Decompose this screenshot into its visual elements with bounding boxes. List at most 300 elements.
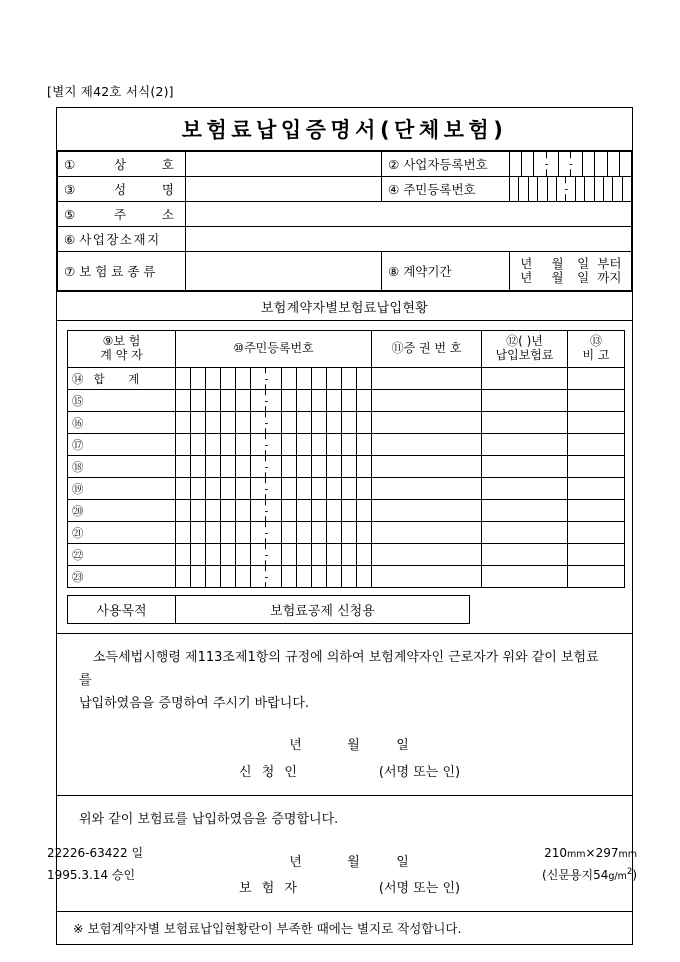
label-cell-contract-period — [382, 252, 510, 291]
row9-rrn-cell-9[interactable] — [297, 544, 312, 565]
col-header-policyholder-line2: 계 약 자 — [100, 348, 143, 362]
field-label-trade-name-b: 호 — [161, 157, 175, 172]
row10-rrn-cell-5[interactable] — [236, 566, 251, 587]
paper-type-label: (신문용지 — [542, 868, 594, 883]
paper-height: 297 — [595, 846, 619, 860]
row1-rrn-cell-12[interactable] — [342, 368, 357, 389]
row-policyholder-8[interactable] — [68, 522, 176, 544]
row-policyholder-5[interactable] — [68, 456, 176, 478]
row-policyholder-10[interactable] — [68, 566, 176, 588]
row2-rrn-cell-3[interactable] — [206, 390, 221, 411]
row4-rrn-cell-1[interactable] — [176, 434, 191, 455]
rrn-cell-2[interactable] — [519, 177, 528, 201]
certify-statement-line1: 위와 같이 보험료를 납입하였음을 증명합니다. — [79, 811, 339, 827]
row7-rrn-cell-8[interactable] — [282, 500, 297, 521]
row6-rrn-cell-3[interactable] — [206, 478, 221, 499]
row9-rrn-cell-13[interactable] — [357, 544, 371, 565]
row2-rrn-cell-5[interactable] — [236, 390, 251, 411]
row4-rrn-cell-8[interactable] — [282, 434, 297, 455]
row3-rrn-cell-9[interactable] — [297, 412, 312, 433]
request-date-line — [79, 735, 610, 758]
label-cell-name — [58, 177, 186, 202]
row-rrn-segments-2[interactable] — [176, 390, 371, 411]
page-footer — [47, 842, 637, 886]
row5-rrn-cell-8[interactable] — [282, 456, 297, 477]
header-field-table — [57, 151, 632, 291]
row-rrn-segments-9[interactable] — [176, 544, 371, 565]
footer-approval-date: 1995.3.14 승인 — [47, 868, 136, 883]
row2-rrn-cell-8[interactable] — [282, 390, 297, 411]
rrn-cell-12[interactable] — [613, 177, 622, 201]
row-policy-no-3[interactable] — [372, 412, 482, 434]
row1-rrn-cell-10[interactable] — [312, 368, 327, 389]
certify-date-day: 일 — [396, 854, 409, 870]
row-remark-3[interactable] — [568, 412, 625, 434]
request-statement-block — [57, 633, 632, 795]
row-number-3: ⑯ — [72, 415, 84, 430]
detail-table-wrapper — [57, 321, 632, 588]
row-policy-no-7[interactable] — [372, 500, 482, 522]
row5-rrn-cell-13[interactable] — [357, 456, 371, 477]
row-remark-7[interactable] — [568, 500, 625, 522]
row9-rrn-cell-1[interactable] — [176, 544, 191, 565]
row7-rrn-cell-3[interactable] — [206, 500, 221, 521]
col-header-remark-text: 비 고 — [582, 348, 610, 362]
row2-rrn-cell-12[interactable] — [342, 390, 357, 411]
row3-rrn-cell-11[interactable] — [327, 412, 342, 433]
rrn-segments[interactable] — [510, 177, 631, 201]
purpose-value[interactable]: 보험료공제 신청용 — [176, 596, 470, 624]
row-number-2: ⑮ — [72, 393, 84, 408]
row-policyholder-1[interactable] — [68, 368, 176, 390]
row5-rrn-cell-6[interactable] — [251, 456, 266, 477]
field-label-workplace: 사업장소재지 — [79, 232, 161, 247]
request-date-month: 월 — [347, 738, 360, 754]
rrn-cell-9[interactable] — [585, 177, 594, 201]
row2-rrn-cell-13[interactable] — [357, 390, 371, 411]
row-rrn-3[interactable] — [176, 412, 372, 434]
field-number-3: ③ — [64, 181, 76, 197]
row-policy-no-4[interactable] — [372, 434, 482, 456]
row5-rrn-cell-5[interactable] — [236, 456, 251, 477]
request-date-day: 일 — [396, 738, 409, 754]
row-premium-7[interactable] — [482, 500, 568, 522]
biz-reg-no-cell-8[interactable] — [595, 152, 607, 176]
row-number-7: ⑳ — [72, 503, 84, 518]
field-number-7: ⑦ — [64, 264, 76, 279]
row-premium-10[interactable] — [482, 566, 568, 588]
certify-date-month: 월 — [347, 854, 360, 870]
row9-rrn-cell-8[interactable] — [282, 544, 297, 565]
row8-rrn-cell-2[interactable] — [191, 522, 206, 543]
row4-rrn-cell-6[interactable] — [251, 434, 266, 455]
row5-rrn-cell-3[interactable] — [206, 456, 221, 477]
row7-rrn-cell-13[interactable] — [357, 500, 371, 521]
row-rrn-segments-6[interactable] — [176, 478, 371, 499]
input-address[interactable] — [186, 202, 632, 227]
table-row — [68, 434, 625, 456]
row-rrn-2[interactable] — [176, 390, 372, 412]
row1-rrn-cell-3[interactable] — [206, 368, 221, 389]
header-row-trade-name — [58, 152, 632, 177]
table-row — [68, 456, 625, 478]
row4-rrn-cell-9[interactable] — [297, 434, 312, 455]
footer-form-code: 22226-63422 일 — [47, 846, 144, 860]
period-to-suffix: 까지 — [597, 270, 622, 285]
row2-rrn-cell-1[interactable] — [176, 390, 191, 411]
rrn-cell-8[interactable] — [576, 177, 585, 201]
input-workplace[interactable] — [186, 227, 632, 252]
row-rrn-segments-7[interactable] — [176, 500, 371, 521]
label-cell-trade-name — [58, 152, 186, 177]
row4-rrn-cell-12[interactable] — [342, 434, 357, 455]
row-number-1: ⑭ — [72, 371, 84, 386]
input-name[interactable] — [186, 177, 382, 202]
row5-rrn-cell-10[interactable] — [312, 456, 327, 477]
period-to-month: 월 — [551, 270, 564, 285]
row10-rrn-cell-6[interactable] — [251, 566, 266, 587]
row9-rrn-cell-12[interactable] — [342, 544, 357, 565]
row3-rrn-cell-6[interactable] — [251, 412, 266, 433]
row9-rrn-cell-11[interactable] — [327, 544, 342, 565]
row6-rrn-cell-4[interactable] — [221, 478, 236, 499]
biz-reg-no-cell-10[interactable] — [620, 152, 631, 176]
row-rrn-10[interactable] — [176, 566, 372, 588]
row-rrn-segments-3[interactable] — [176, 412, 371, 433]
rrn-cell-13[interactable] — [623, 177, 631, 201]
row1-rrn-cell-4[interactable] — [221, 368, 236, 389]
row-policyholder-7[interactable] — [68, 500, 176, 522]
request-signature-line — [79, 762, 610, 785]
row-number-9: ㉒ — [72, 547, 84, 562]
table-row — [68, 500, 625, 522]
header-row-workplace — [58, 227, 632, 252]
row-rrn-segments-1[interactable] — [176, 368, 371, 389]
row4-rrn-cell-2[interactable] — [191, 434, 206, 455]
row1-rrn-cell-1[interactable] — [176, 368, 191, 389]
paper-area-exponent: 2 — [626, 867, 633, 878]
certify-seal-text: (서명 또는 인) — [378, 881, 461, 897]
request-statement-line1: 소득세법시행령 제113조제1항의 규정에 의하여 보험계약자인 근로자가 위와 같이 보험료를 — [79, 650, 599, 688]
row8-rrn-cell-11[interactable] — [327, 522, 342, 543]
biz-reg-no-cell-1[interactable] — [510, 152, 522, 176]
row8-rrn-cell-3[interactable] — [206, 522, 221, 543]
row1-rrn-cell-11[interactable] — [327, 368, 342, 389]
col-header-policy-no — [372, 331, 482, 368]
row7-rrn-cell-6[interactable] — [251, 500, 266, 521]
paper-type-close: ) — [632, 868, 637, 883]
row-rrn-segments-8[interactable] — [176, 522, 371, 543]
row-policy-no-2[interactable] — [372, 390, 482, 412]
row-remark-8[interactable] — [568, 522, 625, 544]
row-policyholder-4[interactable] — [68, 434, 176, 456]
row4-rrn-cell-10[interactable] — [312, 434, 327, 455]
period-from-day: 일 — [577, 256, 590, 271]
field-label-address-b: 소 — [161, 207, 175, 222]
field-number-6: ⑥ — [64, 232, 76, 247]
certify-signer-label: 보 험 자 — [239, 881, 300, 897]
paper-width-unit: mm — [567, 849, 586, 860]
row8-rrn-cell-5[interactable] — [236, 522, 251, 543]
paper-area-unit: m — [617, 871, 627, 883]
input-contract-period[interactable] — [510, 252, 632, 291]
col-number-9: ⑨ — [102, 334, 114, 349]
field-label-address-a: 주 — [114, 207, 128, 222]
row5-rrn-cell-4[interactable] — [221, 456, 236, 477]
col-header-premium-paid — [482, 331, 568, 368]
row5-rrn-cell-12[interactable] — [342, 456, 357, 477]
rrn-cell-3[interactable] — [529, 177, 538, 201]
field-label-name-a: 성 — [114, 182, 128, 197]
request-seal-text: (서명 또는 인) — [378, 765, 461, 780]
row-premium-9[interactable] — [482, 544, 568, 566]
row-rrn-6[interactable] — [176, 478, 372, 500]
row5-rrn-cell-9[interactable] — [297, 456, 312, 477]
label-cell-biz-reg-no — [382, 152, 510, 177]
row10-rrn-cell-8[interactable] — [282, 566, 297, 587]
row7-rrn-cell-1[interactable] — [176, 500, 191, 521]
row-policyholder-6[interactable] — [68, 478, 176, 500]
field-label-trade-name-a: 상 — [114, 157, 128, 172]
row1-rrn-cell-8[interactable] — [282, 368, 297, 389]
col-number-12: ⑫ — [506, 334, 519, 349]
row-policy-no-1[interactable] — [372, 368, 482, 390]
row10-rrn-cell-2[interactable] — [191, 566, 206, 587]
form-number-tag: [별지 제42호 서식(2)] — [47, 84, 174, 99]
row2-rrn-cell-9[interactable] — [297, 390, 312, 411]
row5-rrn-cell-1[interactable] — [176, 456, 191, 477]
row2-rrn-cell-11[interactable] — [327, 390, 342, 411]
row4-rrn-cell-3[interactable] — [206, 434, 221, 455]
row2-rrn-cell-4[interactable] — [221, 390, 236, 411]
row4-rrn-cell-4[interactable] — [221, 434, 236, 455]
row1-rrn-cell-9[interactable] — [297, 368, 312, 389]
period-to-year: 년 — [520, 270, 533, 285]
row6-rrn-cell-10[interactable] — [312, 478, 327, 499]
biz-reg-no-cell-7[interactable] — [583, 152, 595, 176]
purpose-table — [67, 595, 470, 624]
row-premium-3[interactable] — [482, 412, 568, 434]
rrn-cell-11[interactable] — [604, 177, 613, 201]
row-rrn-segments-5[interactable] — [176, 456, 371, 477]
table-row — [68, 478, 625, 500]
row-rrn-1[interactable] — [176, 368, 372, 390]
row-premium-5[interactable] — [482, 456, 568, 478]
row6-rrn-cell-6[interactable] — [251, 478, 266, 499]
row7-rrn-cell-2[interactable] — [191, 500, 206, 521]
row2-rrn-cell-10[interactable] — [312, 390, 327, 411]
row1-rrn-cell-13[interactable] — [357, 368, 371, 389]
rrn-cell-1[interactable] — [510, 177, 519, 201]
rrn-cell-5[interactable] — [548, 177, 557, 201]
certify-date-year: 년 — [289, 854, 302, 870]
biz-reg-no-cell-9[interactable] — [608, 152, 620, 176]
row8-rrn-cell-13[interactable] — [357, 522, 371, 543]
row7-rrn-cell-9[interactable] — [297, 500, 312, 521]
row6-rrn-cell-9[interactable] — [297, 478, 312, 499]
row-rrn-segments-10[interactable] — [176, 566, 371, 587]
row10-rrn-cell-13[interactable] — [357, 566, 371, 587]
biz-reg-no-cell-3[interactable] — [534, 152, 546, 176]
biz-reg-no-segments[interactable] — [510, 152, 631, 176]
row4-rrn-cell-11[interactable] — [327, 434, 342, 455]
row-remark-10[interactable] — [568, 566, 625, 588]
biz-reg-no-cell-5[interactable] — [559, 152, 571, 176]
input-premium-type[interactable] — [186, 252, 382, 291]
row3-rrn-cell-2[interactable] — [191, 412, 206, 433]
row9-rrn-cell-2[interactable] — [191, 544, 206, 565]
row1-rrn-cell-5[interactable] — [236, 368, 251, 389]
row7-rrn-cell-11[interactable] — [327, 500, 342, 521]
field-number-1: ① — [64, 156, 76, 172]
row-policyholder-2[interactable] — [68, 390, 176, 412]
col-header-policyholder — [68, 331, 176, 368]
row-policy-no-8[interactable] — [372, 522, 482, 544]
row3-rrn-cell-3[interactable] — [206, 412, 221, 433]
row6-rrn-cell-8[interactable] — [282, 478, 297, 499]
row4-rrn-cell-13[interactable] — [357, 434, 371, 455]
section-band — [57, 291, 632, 321]
row3-rrn-cell-4[interactable] — [221, 412, 236, 433]
row6-rrn-cell-5[interactable] — [236, 478, 251, 499]
row5-rrn-cell-2[interactable] — [191, 456, 206, 477]
row-remark-6[interactable] — [568, 478, 625, 500]
footer-paper-size — [544, 842, 637, 864]
row9-rrn-cell-6[interactable] — [251, 544, 266, 565]
footer-row-2 — [47, 864, 637, 886]
row-remark-5[interactable] — [568, 456, 625, 478]
input-trade-name[interactable] — [186, 152, 382, 177]
field-label-contract-period: 계약기간 — [403, 264, 452, 279]
row2-rrn-cell-2[interactable] — [191, 390, 206, 411]
col-number-13: ⑬ — [589, 334, 602, 349]
row5-rrn-cell-11[interactable] — [327, 456, 342, 477]
row9-rrn-cell-4[interactable] — [221, 544, 236, 565]
row6-rrn-cell-13[interactable] — [357, 478, 371, 499]
detail-header-row — [68, 331, 625, 368]
row6-rrn-cell-12[interactable] — [342, 478, 357, 499]
row-rrn-7[interactable] — [176, 500, 372, 522]
input-biz-reg-no[interactable] — [510, 152, 632, 177]
row-policy-no-10[interactable] — [372, 566, 482, 588]
row7-rrn-cell-10[interactable] — [312, 500, 327, 521]
row8-rrn-cell-9[interactable] — [297, 522, 312, 543]
row-number-4: ⑰ — [72, 437, 84, 452]
row3-rrn-cell-1[interactable] — [176, 412, 191, 433]
input-rrn[interactable] — [510, 177, 632, 202]
row7-rrn-cell-5[interactable] — [236, 500, 251, 521]
row-premium-1[interactable] — [482, 368, 568, 390]
col-header-remark — [568, 331, 625, 368]
row3-rrn-cell-13[interactable] — [357, 412, 371, 433]
row-label-1: 합 계 — [93, 371, 150, 386]
row-number-6: ⑲ — [72, 481, 84, 496]
row8-rrn-cell-1[interactable] — [176, 522, 191, 543]
col-number-11: ⑪ — [391, 341, 404, 356]
row-remark-4[interactable] — [568, 434, 625, 456]
row9-rrn-cell-10[interactable] — [312, 544, 327, 565]
row-premium-6[interactable] — [482, 478, 568, 500]
rrn-cell-4[interactable] — [538, 177, 547, 201]
row3-rrn-cell-8[interactable] — [282, 412, 297, 433]
row10-rrn-cell-1[interactable] — [176, 566, 191, 587]
row-policy-no-6[interactable] — [372, 478, 482, 500]
row-rrn-4[interactable] — [176, 434, 372, 456]
row10-rrn-cell-11[interactable] — [327, 566, 342, 587]
row-policyholder-3[interactable] — [68, 412, 176, 434]
row3-rrn-cell-5[interactable] — [236, 412, 251, 433]
row-premium-4[interactable] — [482, 434, 568, 456]
paper-width: 210 — [544, 846, 567, 860]
row-policyholder-9[interactable] — [68, 544, 176, 566]
row10-rrn-cell-9[interactable] — [297, 566, 312, 587]
table-row — [68, 368, 625, 390]
row8-rrn-cell-10[interactable] — [312, 522, 327, 543]
rrn-cell-6[interactable] — [557, 177, 566, 201]
field-label-biz-reg-no: 사업자등록번호 — [403, 157, 488, 172]
row-number-10: ㉓ — [72, 569, 84, 584]
row-rrn-segments-4[interactable] — [176, 434, 371, 455]
table-row — [68, 412, 625, 434]
row1-rrn-cell-2[interactable] — [191, 368, 206, 389]
row8-rrn-cell-12[interactable] — [342, 522, 357, 543]
row3-rrn-cell-10[interactable] — [312, 412, 327, 433]
row8-rrn-cell-6[interactable] — [251, 522, 266, 543]
col-header-rrn-text: 주민등록번호 — [244, 341, 314, 356]
request-date-year: 년 — [289, 738, 302, 754]
period-from-month: 월 — [551, 256, 564, 271]
row1-rrn-cell-6[interactable] — [251, 368, 266, 389]
row6-rrn-cell-2[interactable] — [191, 478, 206, 499]
row7-rrn-cell-4[interactable] — [221, 500, 236, 521]
row-premium-2[interactable] — [482, 390, 568, 412]
page-title: 보험료납입증명서(단체보험) — [181, 118, 508, 142]
row8-rrn-cell-4[interactable] — [221, 522, 236, 543]
row9-rrn-cell-5[interactable] — [236, 544, 251, 565]
row4-rrn-cell-5[interactable] — [236, 434, 251, 455]
row-rrn-8[interactable] — [176, 522, 372, 544]
row10-rrn-cell-12[interactable] — [342, 566, 357, 587]
request-statement-line2: 납입하였음을 증명하여 주시기 바랍니다. — [79, 695, 310, 711]
period-from-year: 년 — [520, 256, 533, 271]
row2-rrn-cell-6[interactable] — [251, 390, 266, 411]
row-remark-1[interactable] — [568, 368, 625, 390]
row3-rrn-cell-12[interactable] — [342, 412, 357, 433]
row-rrn-9[interactable] — [176, 544, 372, 566]
row7-rrn-cell-12[interactable] — [342, 500, 357, 521]
label-cell-workplace — [58, 227, 186, 252]
row-premium-8[interactable] — [482, 522, 568, 544]
row10-rrn-cell-10[interactable] — [312, 566, 327, 587]
row-policy-no-5[interactable] — [372, 456, 482, 478]
table-row — [68, 544, 625, 566]
row-remark-9[interactable] — [568, 544, 625, 566]
row-remark-2[interactable] — [568, 390, 625, 412]
request-signer-label: 신 청 인 — [239, 765, 300, 780]
row9-rrn-cell-3[interactable] — [206, 544, 221, 565]
row-policy-no-9[interactable] — [372, 544, 482, 566]
row8-rrn-cell-8[interactable] — [282, 522, 297, 543]
row6-rrn-cell-11[interactable] — [327, 478, 342, 499]
row-rrn-5[interactable] — [176, 456, 372, 478]
row10-rrn-cell-3[interactable] — [206, 566, 221, 587]
biz-reg-no-cell-2[interactable] — [522, 152, 534, 176]
title-band — [57, 108, 632, 151]
row6-rrn-cell-1[interactable] — [176, 478, 191, 499]
rrn-cell-10[interactable] — [595, 177, 604, 201]
field-number-4: ④ — [388, 182, 400, 197]
row10-rrn-cell-4[interactable] — [221, 566, 236, 587]
